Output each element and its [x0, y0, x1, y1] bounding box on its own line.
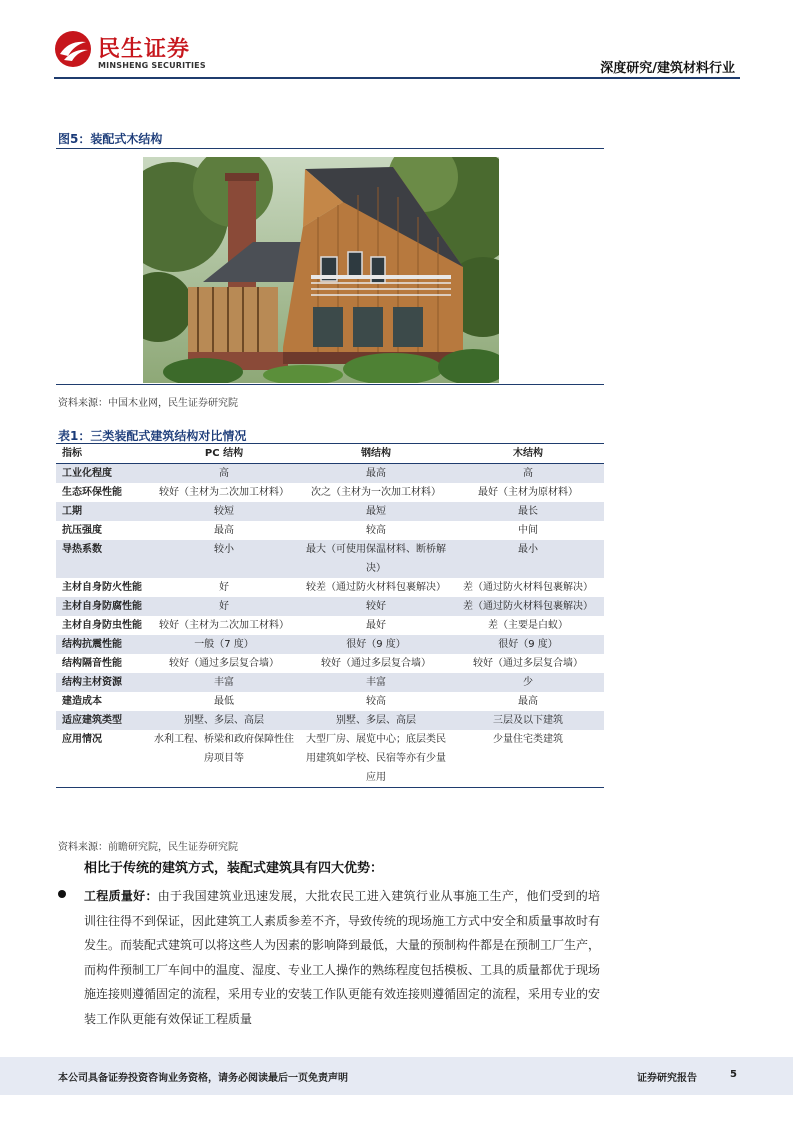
row-label-cell: 主材自身防腐性能: [62, 601, 142, 612]
table-cell: 较好（通过多层复合墙）: [473, 658, 583, 669]
table-body: [56, 464, 604, 787]
row-label-cell: 工期: [62, 506, 82, 517]
row-label-cell: 结构隔音性能: [62, 658, 122, 669]
prefab-wood-house-image: [143, 157, 499, 383]
footer-report-type: 证券研究报告: [637, 1073, 697, 1084]
table-cell: 最好: [366, 620, 386, 631]
table-cell: 较小: [214, 544, 234, 555]
table-cell: 大型厂房、展览中心；底层类民用建筑如学校、民宿等亦有少量应用: [306, 734, 446, 783]
table-row: [56, 730, 604, 787]
table-cell: 较好（主材为二次加工材料）: [159, 620, 289, 631]
table-cell: 最小: [518, 544, 538, 555]
table-row: [56, 616, 604, 635]
table-cell: 好: [219, 601, 229, 612]
row-label-cell: 结构主材资源: [62, 677, 122, 688]
table-cell: 水利工程、桥梁和政府保障性住房项目等: [154, 734, 294, 764]
table-cell: 高: [219, 468, 229, 479]
table-cell: 少: [523, 677, 533, 688]
table-cell: 中间: [518, 525, 538, 536]
table-cell: 三层及以下建筑: [493, 715, 563, 726]
table-cell: 较差（通过防火材料包裹解决）: [306, 582, 446, 593]
table-cell: 一般（7 度）: [194, 639, 254, 650]
table-cell: 较好（通过多层复合墙）: [321, 658, 431, 669]
table-cell: 很好（9 度）: [346, 639, 406, 650]
header-cell: 指标: [62, 448, 82, 459]
figure-title: 图5：装配式木结构: [58, 132, 163, 146]
wooden-house-photo: [143, 157, 499, 383]
advantage-label: 工程质量好：: [84, 889, 158, 903]
table-cell: 较好（主材为二次加工材料）: [159, 487, 289, 498]
table-cell: 别墅、多层、高层: [184, 715, 264, 726]
table-row: [56, 692, 604, 711]
table-cell: 丰富: [366, 677, 386, 688]
table-row: [56, 635, 604, 654]
row-label-cell: 生态环保性能: [62, 487, 122, 498]
table-cell: 最高: [366, 468, 386, 479]
table-cell: 好: [219, 582, 229, 593]
logo-chinese-name: 民生证券: [98, 37, 191, 62]
table-row: [56, 711, 604, 730]
table-cell: 少量住宅类建筑: [493, 734, 563, 745]
row-label-cell: 应用情况: [62, 734, 102, 745]
page-header: [0, 0, 793, 80]
row-label-cell: 结构抗震性能: [62, 639, 122, 650]
table-cell: 次之（主材为一次加工材料）: [311, 487, 441, 498]
header-cell: 木结构: [513, 448, 543, 459]
row-label-cell: 导热系数: [62, 544, 102, 555]
row-label-cell: 主材自身防虫性能: [62, 620, 142, 631]
table-cell: 较好（通过多层复合墙）: [169, 658, 279, 669]
table-cell: 较高: [366, 696, 386, 707]
header-cell: PC 结构: [204, 448, 244, 459]
table-row: [56, 521, 604, 540]
table-cell: 差（通过防火材料包裹解决）: [463, 582, 593, 593]
table-cell: 最长: [518, 506, 538, 517]
table-cell: 差（通过防火材料包裹解决）: [463, 601, 593, 612]
table-row: [56, 578, 604, 597]
advantage-text: 由于我国建筑业迅速发展，大批农民工进入建筑行业从事施工生产，他们受到的培训往往得不到保证，因此建筑工人素质参差不齐，导致传统的现场施工方式中安全和质量事故时有发生。而装配式建筑可以将这些人为因素的影响降到最低，大量的预制构件都是在预制工厂生产，而构件预制工厂车间中的温度、湿度、专业工人操作的熟练程度包括模板、工具的质量都优于现场施连接则遵循固定的流程，采用专业的安装工作队更能有效连接则遵循固定的流程，采用专业的安装工作队更能有效保证工程质量: [84, 889, 601, 1026]
table-title: 表1：三类装配式建筑结构对比情况: [58, 429, 247, 443]
row-label-cell: 工业化程度: [62, 468, 112, 479]
header-divider: [54, 77, 740, 79]
table-row: [56, 483, 604, 502]
table-header-row: [56, 444, 604, 464]
page-number: 5: [730, 1069, 737, 1080]
table-row: [56, 502, 604, 521]
bullet-icon: [58, 886, 68, 896]
table-cell: 较好: [366, 601, 386, 612]
report-category: 深度研究/建筑材料行业: [600, 61, 735, 76]
page-footer: [0, 1057, 793, 1095]
row-label-cell: 适应建筑类型: [62, 715, 122, 726]
table-row: [56, 540, 604, 578]
table-row: [56, 464, 604, 483]
footer-disclaimer: 本公司具备证券投资咨询业务资格，请务必阅读最后一页免责声明: [58, 1073, 348, 1084]
row-label-cell: 建造成本: [62, 696, 102, 707]
logo-english-name: MINSHENG SECURITIES: [98, 61, 206, 70]
comparison-table: [56, 443, 604, 788]
company-logo: [54, 30, 214, 76]
table-row: [56, 597, 604, 616]
table-cell: 最高: [214, 525, 234, 536]
table-cell: 最高: [518, 696, 538, 707]
advantages-lead: 相比于传统的建筑方式，装配式建筑具有四大优势：: [84, 861, 384, 876]
table-cell: 较高: [366, 525, 386, 536]
table-cell: 很好（9 度）: [498, 639, 558, 650]
table-row: [56, 673, 604, 692]
table-cell: 较短: [214, 506, 234, 517]
figure-top-rule: [56, 148, 604, 149]
row-label-cell: 主材自身防火性能: [62, 582, 142, 593]
table-cell: 最短: [366, 506, 386, 517]
table-source: 资料来源：前瞻研究院，民生证券研究院: [58, 842, 238, 853]
table-cell: 最大（可使用保温材料、断桥解决）: [306, 544, 446, 574]
table-cell: 差（主要是白蚁）: [488, 620, 568, 631]
table-row: [56, 654, 604, 673]
table-cell: 最低: [214, 696, 234, 707]
advantage-paragraph: [84, 884, 600, 1031]
minsheng-logo-icon: [54, 30, 92, 68]
figure-bottom-rule: [56, 384, 604, 385]
figure-source: 资料来源：中国木业网，民生证券研究院: [58, 398, 238, 409]
table-cell: 高: [523, 468, 533, 479]
table-cell: 最好（主材为原材料）: [478, 487, 578, 498]
table-cell: 丰富: [214, 677, 234, 688]
header-cell: 钢结构: [361, 448, 391, 459]
table-cell: 别墅、多层、高层: [336, 715, 416, 726]
row-label-cell: 抗压强度: [62, 525, 102, 536]
